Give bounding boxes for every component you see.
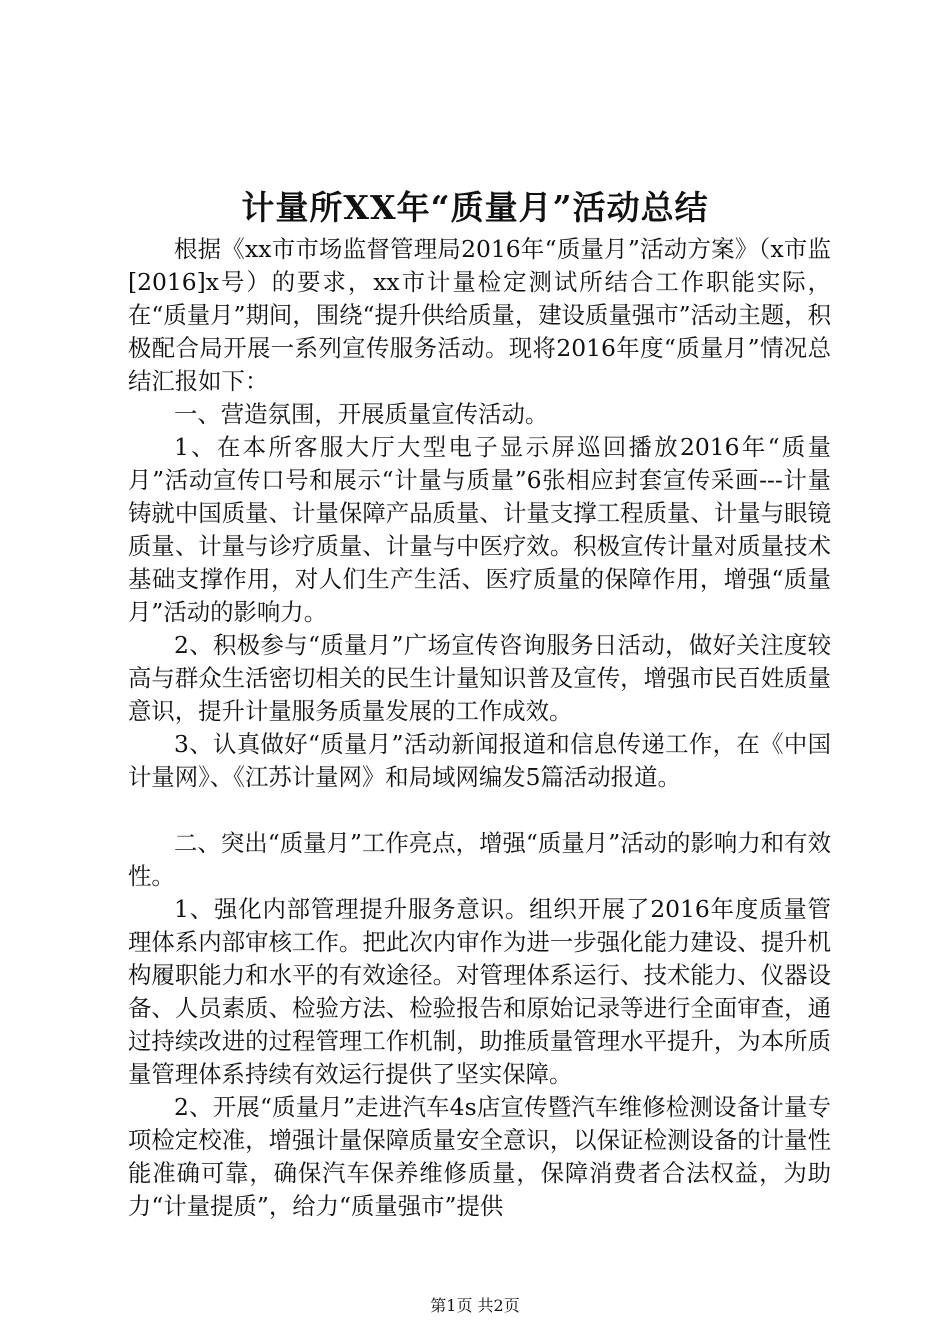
section-1-item-1: 1、在本所客服大厅大型电子显示屏巡回播放2016年“质量月”活动宣传口号和展示“计量与质量”6张相应封套宣传采画---计量铸就中国质量、计量保障产品质量、计量支撑工程质量、计量与眼镜质量、计量与诊疗质量、计量与中医疗效。积极宣传计量对质量技术基础支撑作用，对人们生产生活、医疗质量的保障作用，增强“质量月”活动的影响力。 [128, 433, 831, 626]
intro-paragraph: 根据《xx市市场监督管理局2016年“质量月”活动方案》（x市监[2016]x号）的要求，xx市计量检定测试所结合工作职能实际，在“质量月”期间，围绕“提升供给质量，建设质量强市”活动主题，积极配合局开展一系列宣传服务活动。现将2016年度“质量月”情况总结汇报如下： [128, 235, 831, 395]
section-1-heading: 一、营造氛围，开展质量宣传活动。 [174, 400, 549, 428]
section-2-item-2: 2、开展“质量月”走进汽车4s店宣传暨汽车维修检测设备计量专项检定校准，增强计量保障质量安全意识，以保证检测设备的计量性能准确可靠，确保汽车保养维修质量，保障消费者合法权益，为助力“计量提质”，给力“质量强市”提供 [128, 1093, 831, 1220]
document-body [128, 233, 831, 1223]
page-number-footer: 第1页 共2页 [430, 1296, 520, 1315]
section-2-heading: 二、突出“质量月”工作亮点，增强“质量月”活动的影响力和有效性。 [128, 829, 831, 890]
section-1-item-3: 3、认真做好“质量月”活动新闻报道和信息传递工作，在《中国计量网》、《江苏计量网》和局域网编发5篇活动报道。 [128, 730, 831, 791]
paragraph-gap [128, 794, 831, 827]
section-2-item-1: 1、强化内部管理提升服务意识。组织开展了2016年度质量管理体系内部审核工作。把此次内审作为进一步强化能力建设、提升机构履职能力和水平的有效途径。对管理体系运行、技术能力、仪器设备、人员素质、检验方法、检验报告和原始记录等进行全面审查，通过持续改进的过程管理工作机制，助推质量管理水平提升，为本所质量管理体系持续有效运行提供了坚实保障。 [128, 895, 831, 1088]
document-title: 计量所XX年“质量月”活动总结 [241, 188, 709, 227]
section-1-item-2: 2、积极参与“质量月”广场宣传咨询服务日活动，做好关注度较高与群众生活密切相关的民生计量知识普及宣传，增强市民百姓质量意识，提升计量服务质量发展的工作成效。 [128, 631, 831, 725]
